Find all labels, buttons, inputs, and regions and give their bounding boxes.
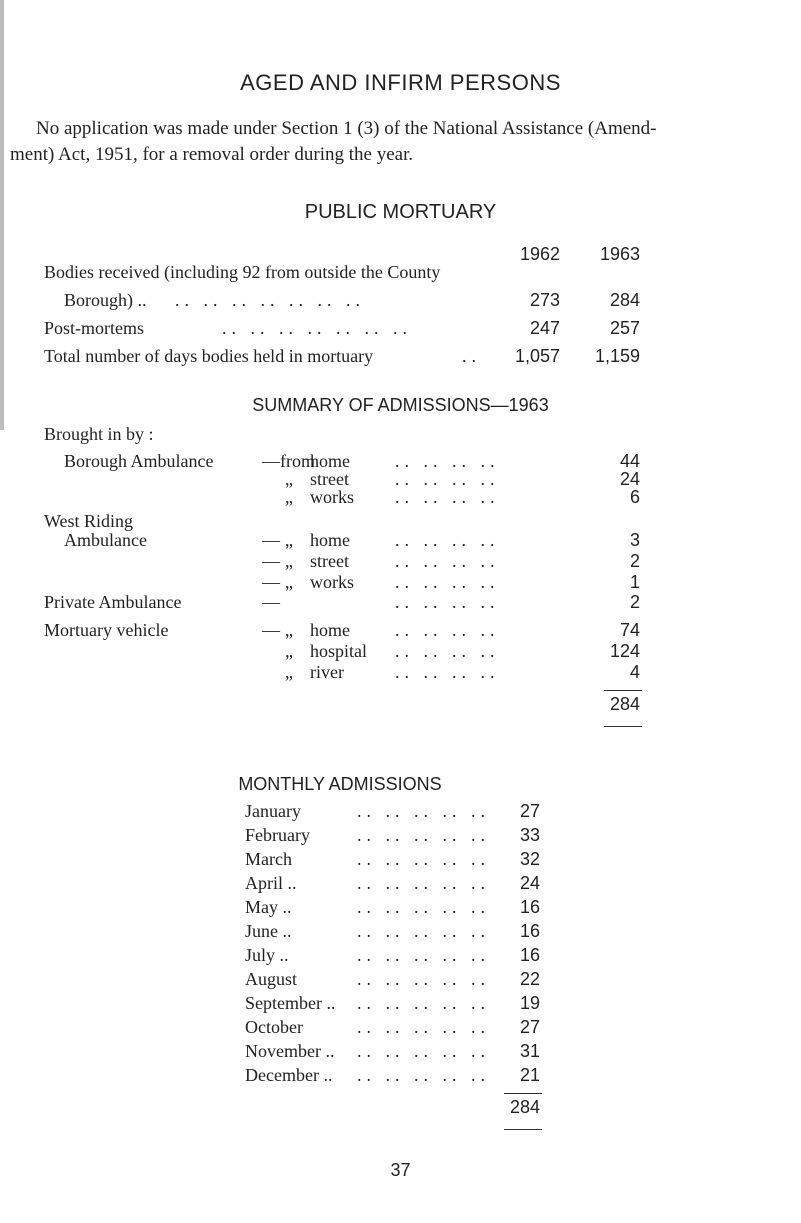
mortuary-vehicle-label: Mortuary vehicle — [44, 620, 169, 640]
paragraph-line-1: No application was made under Section 1 (3) of the National Assistance (Amend- — [36, 118, 657, 139]
month-label: July .. — [245, 945, 289, 965]
month-label: March — [245, 849, 292, 869]
leader-dots: .. .. .. .. — [395, 530, 500, 550]
summary-value: 2 — [629, 551, 640, 571]
summary-place: works — [310, 572, 354, 592]
ditto-mark: „ — [285, 620, 293, 640]
leader-dots: .. .. .. .. — [395, 469, 500, 489]
summary-total: 284 — [609, 694, 640, 714]
total-rule — [604, 690, 642, 691]
summary-value: 4 — [629, 662, 640, 682]
total-rule — [604, 726, 642, 727]
leader-dots: .. .. .. .. .. — [357, 825, 490, 845]
leader-dots: .. .. .. .. .. — [357, 849, 490, 869]
brought-in-by-label: Brought in by : — [44, 424, 154, 444]
ditto-mark: „ — [285, 530, 293, 550]
summary-title: SUMMARY OF ADMISSIONS—1963 — [252, 395, 549, 415]
total-rule — [504, 1129, 542, 1130]
mortuary-title: PUBLIC MORTUARY — [304, 201, 497, 223]
dash-mark: — — [262, 530, 280, 550]
ditto-mark: „ — [285, 641, 293, 661]
month-value: 16 — [519, 897, 540, 917]
monthly-total: 284 — [509, 1097, 540, 1117]
leader-dots: .. .. .. .. .. — [357, 801, 490, 821]
month-value: 33 — [519, 825, 540, 845]
leader-dots: .. .. .. .. — [395, 641, 500, 661]
month-label: February — [245, 825, 310, 845]
summary-place: street — [310, 551, 349, 571]
mortuary-row-bodies-label-2: Borough) .. — [64, 290, 147, 310]
leader-dots: .. .. .. .. .. — [357, 1041, 490, 1061]
mortuary-row-days-label: Total number of days bodies held in mortuary — [44, 346, 374, 366]
west-riding-label: West Riding — [44, 511, 134, 531]
summary-place: river — [310, 662, 344, 682]
page-title: AGED AND INFIRM PERSONS — [240, 70, 561, 95]
month-label: May .. — [245, 897, 292, 917]
month-value: 22 — [519, 969, 540, 989]
days-1963-value: 1,159 — [594, 346, 640, 366]
leader-dots: .. .. .. .. .. — [357, 993, 490, 1013]
summary-value: 2 — [629, 592, 640, 612]
month-label: December .. — [245, 1065, 333, 1085]
month-value: 31 — [519, 1041, 540, 1061]
summary-value: 124 — [609, 641, 640, 661]
summary-value: 6 — [629, 487, 640, 507]
leader-dots: .. .. .. .. — [395, 451, 500, 471]
postmortems-1962-value: 247 — [529, 318, 560, 338]
dash-mark: — — [262, 551, 280, 571]
leader-dots: .. — [462, 346, 481, 366]
leader-dots: .. .. .. .. — [395, 551, 500, 571]
days-1962-value: 1,057 — [514, 346, 560, 366]
summary-place: street — [310, 469, 349, 489]
from-label: —from — [262, 451, 315, 471]
month-label: June .. — [245, 921, 292, 941]
summary-place: home — [310, 451, 350, 471]
postmortems-1963-value: 257 — [609, 318, 640, 338]
mortuary-row-postmortems-label: Post-mortems — [44, 318, 145, 338]
bodies-1962-value: 273 — [529, 290, 560, 310]
leader-dots: .. .. .. .. .. — [357, 1017, 490, 1037]
ditto-mark: „ — [285, 572, 293, 592]
month-label: October — [245, 1017, 303, 1037]
ditto-mark: „ — [285, 487, 293, 507]
leader-dots: .. .. .. .. .. — [357, 945, 490, 965]
summary-value: 1 — [629, 572, 640, 592]
leader-dots: .. .. .. .. .. — [357, 897, 490, 917]
ambulance-label: Ambulance — [64, 530, 147, 550]
summary-place: hospital — [310, 641, 367, 661]
month-label: January — [245, 801, 301, 821]
year-1963-header: 1963 — [599, 244, 640, 264]
bodies-1963-value: 284 — [609, 290, 640, 310]
leader-dots: .. .. .. .. .. — [357, 921, 490, 941]
month-label: November .. — [245, 1041, 335, 1061]
ditto-mark: „ — [285, 551, 293, 571]
leader-dots: .. .. .. .. .. .. .. — [175, 290, 365, 310]
leader-dots: .. .. .. .. — [395, 620, 500, 640]
year-1962-header: 1962 — [519, 244, 560, 264]
mortuary-row-bodies-label-1: Bodies received (including 92 from outside the County — [44, 262, 441, 282]
page-number: 37 — [390, 1160, 411, 1180]
leader-dots: .. .. .. .. .. .. .. — [222, 318, 412, 338]
month-value: 24 — [519, 873, 540, 893]
month-value: 21 — [519, 1065, 540, 1085]
summary-value: 74 — [619, 620, 640, 640]
month-value: 27 — [519, 1017, 540, 1037]
dash-mark: — — [262, 572, 280, 592]
dash-mark: — — [262, 592, 280, 612]
month-label: April .. — [245, 873, 297, 893]
summary-place: home — [310, 620, 350, 640]
summary-place: home — [310, 530, 350, 550]
month-value: 19 — [519, 993, 540, 1013]
dash-mark: — — [262, 620, 280, 640]
private-ambulance-label: Private Ambulance — [44, 592, 182, 612]
leader-dots: .. .. .. .. — [395, 592, 500, 612]
leader-dots: .. .. .. .. .. — [357, 1065, 490, 1085]
month-value: 16 — [519, 945, 540, 965]
summary-value: 44 — [619, 451, 640, 471]
paragraph-line-2: ment) Act, 1951, for a removal order during the year. — [10, 144, 414, 165]
month-label: August — [245, 969, 298, 989]
ditto-mark: „ — [285, 662, 293, 682]
leader-dots: .. .. .. .. — [395, 487, 500, 507]
summary-place: works — [310, 487, 354, 507]
summary-value: 24 — [619, 469, 640, 489]
ditto-mark: „ — [285, 469, 293, 489]
month-value: 16 — [519, 921, 540, 941]
leader-dots: .. .. .. .. — [395, 572, 500, 592]
summary-value: 3 — [629, 530, 640, 550]
total-rule — [504, 1093, 542, 1094]
leader-dots: .. .. .. .. .. — [357, 873, 490, 893]
month-label: September .. — [245, 993, 336, 1013]
monthly-title: MONTHLY ADMISSIONS — [238, 774, 442, 794]
leader-dots: .. .. .. .. — [395, 662, 500, 682]
leader-dots: .. .. .. .. .. — [357, 969, 490, 989]
month-value: 32 — [519, 849, 540, 869]
month-value: 27 — [519, 801, 540, 821]
borough-ambulance-label: Borough Ambulance — [64, 451, 214, 471]
